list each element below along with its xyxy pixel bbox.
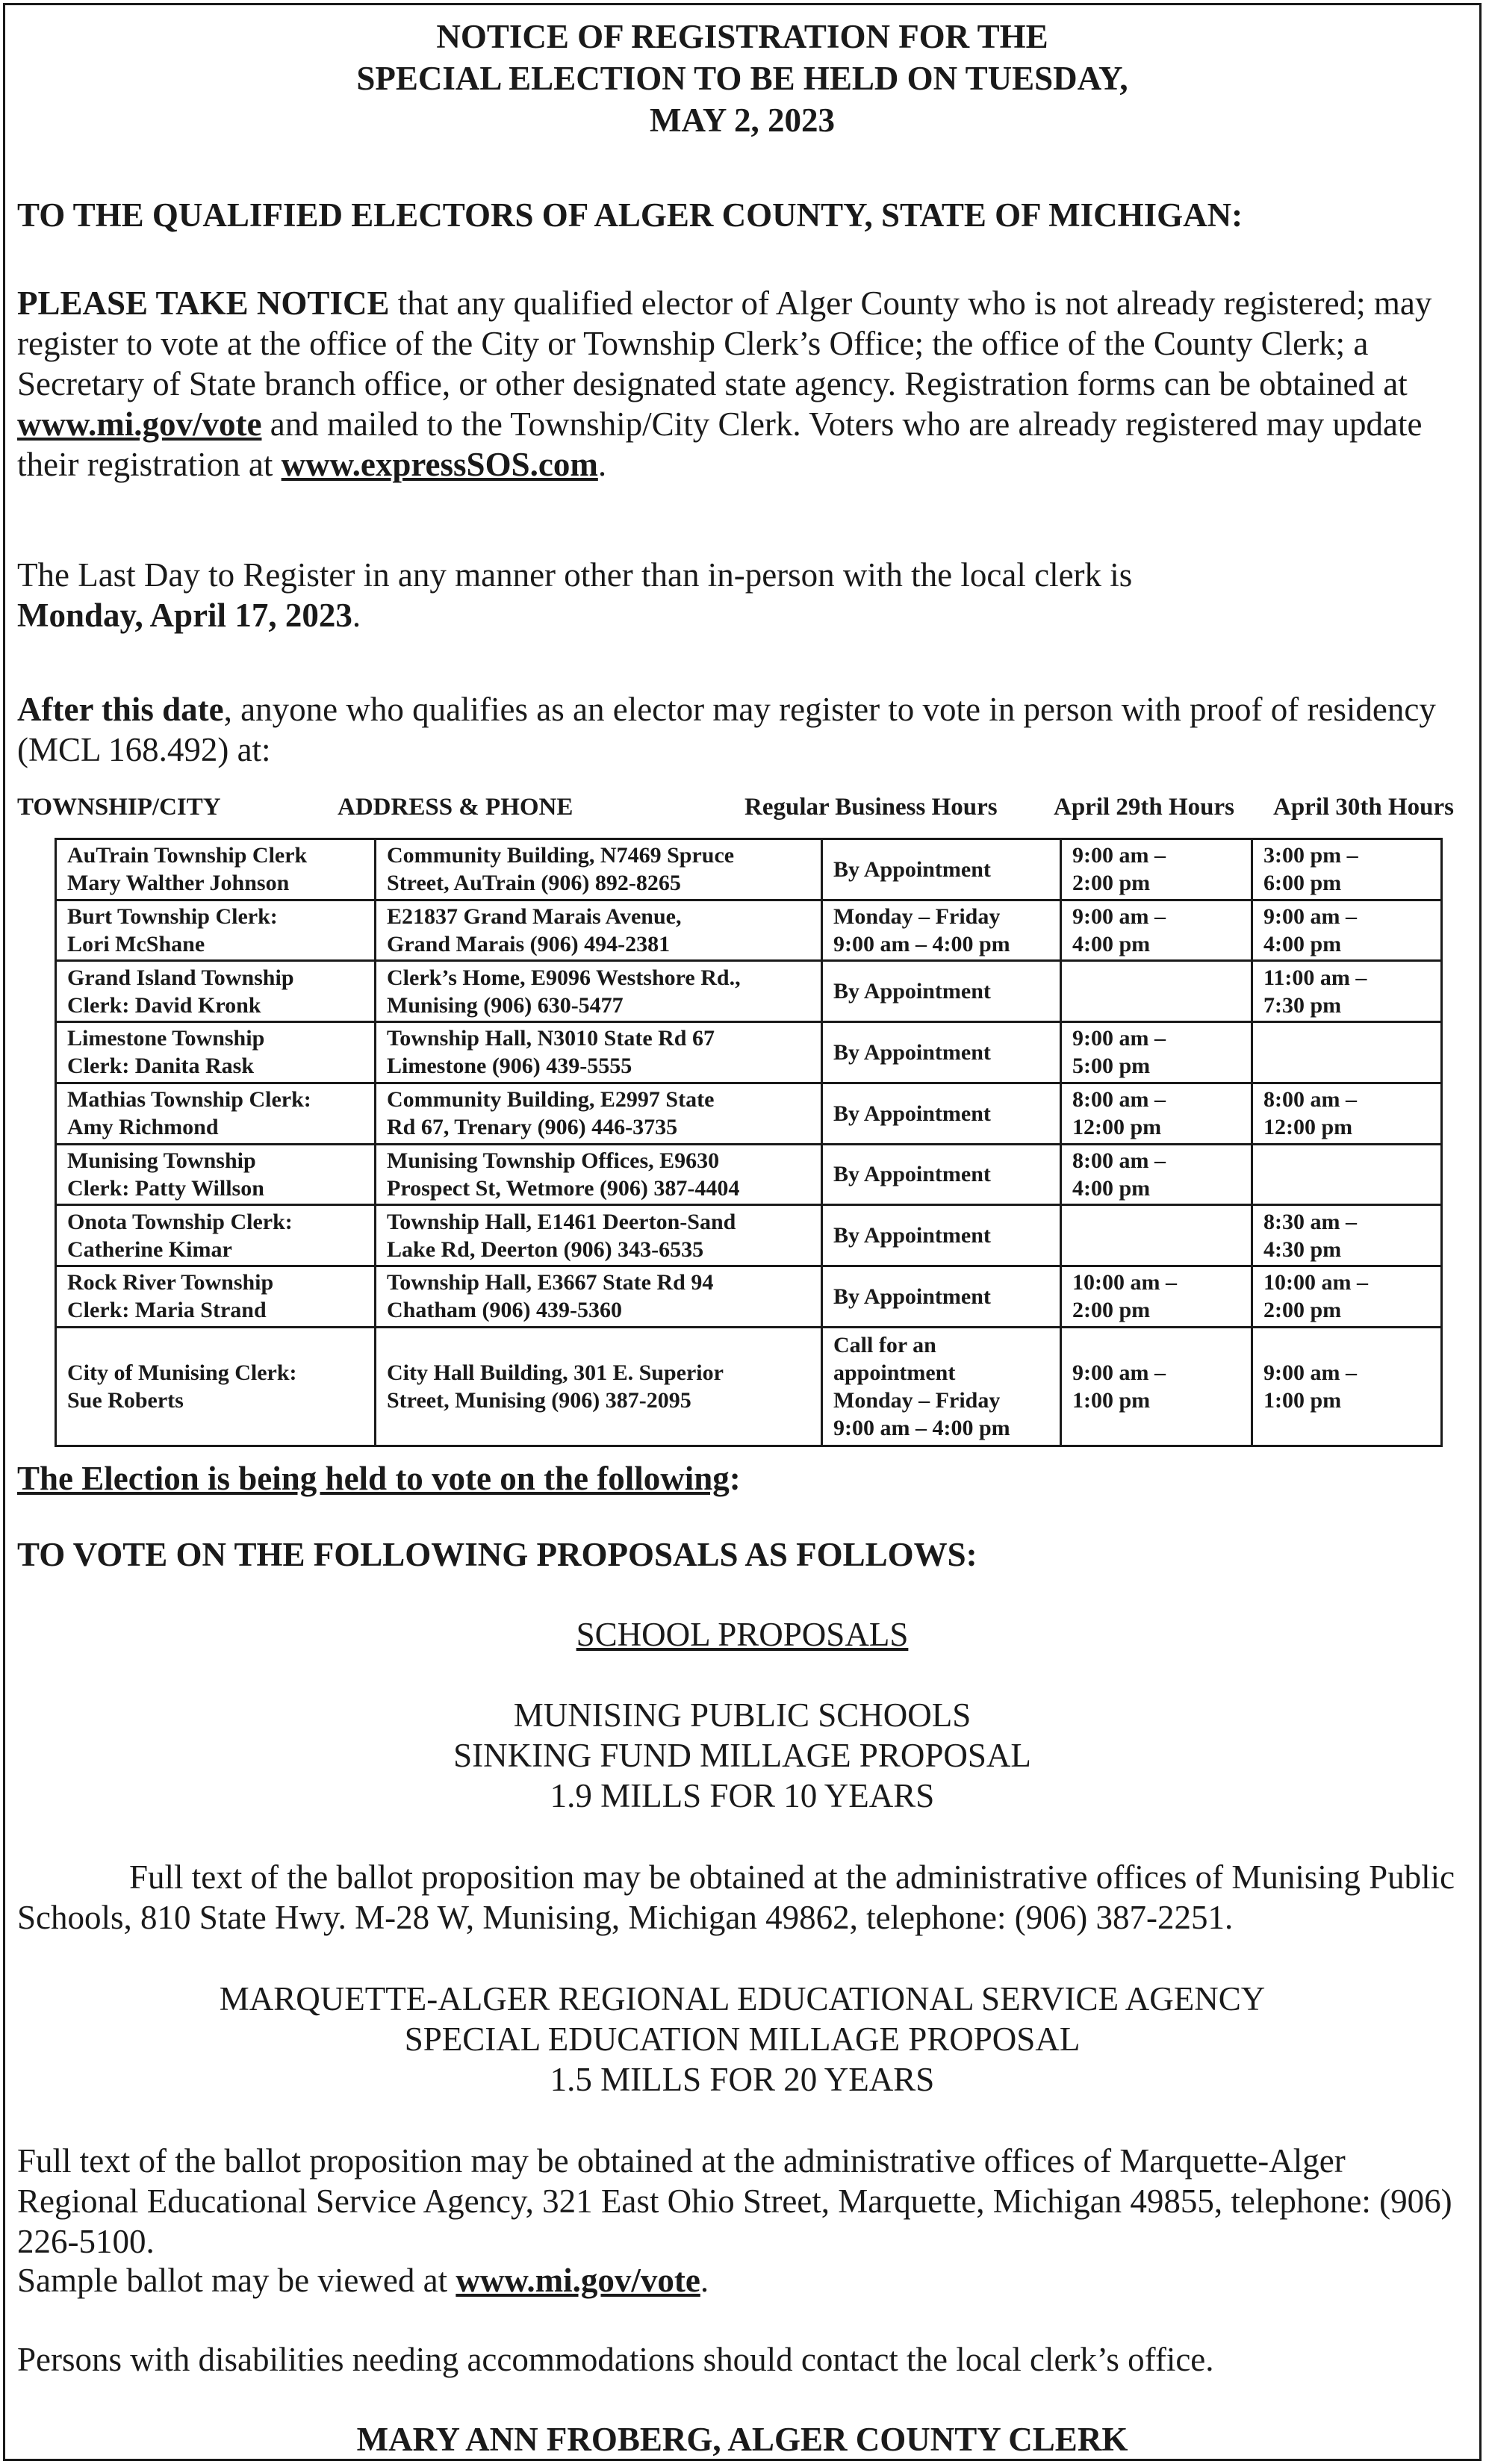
cell-april-29-hours bbox=[1061, 1266, 1252, 1327]
cell-april-29-hours-line: 4:00 pm bbox=[1072, 932, 1151, 957]
table-row bbox=[56, 1327, 1442, 1446]
cell-clerk-line: Clerk: Maria Strand bbox=[67, 1298, 267, 1323]
cell-address-line: Street, AuTrain (906) 892-8265 bbox=[387, 871, 681, 896]
cell-clerk-line: Rock River Township bbox=[67, 1270, 274, 1295]
cell-address-line: Community Building, E2997 State bbox=[387, 1087, 715, 1113]
cell-april-30-hours-line: 10:00 am – bbox=[1263, 1270, 1368, 1295]
cell-april-30-hours-line: 1:00 pm bbox=[1263, 1387, 1342, 1413]
cell-business-hours bbox=[822, 1327, 1061, 1446]
cell-address-line: Limestone (906) 439-5555 bbox=[387, 1054, 632, 1079]
cell-clerk-line: Limestone Township bbox=[67, 1026, 265, 1051]
cell-clerk bbox=[56, 900, 376, 961]
cell-april-30-hours bbox=[1252, 1083, 1442, 1144]
title-line: SPECIAL ELECTION TO BE HELD ON TUESDAY, bbox=[356, 60, 1128, 97]
cell-address-line: Lake Rd, Deerton (906) 343-6535 bbox=[387, 1236, 704, 1262]
cell-april-29-hours-line: 8:00 am – bbox=[1072, 1148, 1166, 1173]
notice-text: . bbox=[597, 446, 607, 483]
table-row bbox=[56, 1022, 1442, 1083]
cell-address-line: Rd 67, Trenary (906) 446-3735 bbox=[387, 1115, 678, 1140]
school-proposals-label: SCHOOL PROPOSALS bbox=[576, 1616, 909, 1653]
cell-clerk bbox=[56, 1327, 376, 1446]
cell-clerk-line: Mathias Township Clerk: bbox=[67, 1087, 311, 1113]
cell-april-29-hours bbox=[1061, 839, 1252, 900]
notice-text: and mailed to the Township/City Clerk. Voters who are already registered may update their registration at bbox=[17, 405, 1423, 483]
cell-address bbox=[376, 1022, 822, 1083]
cell-april-30-hours bbox=[1252, 1266, 1442, 1327]
cell-business-hours-line: By Appointment bbox=[833, 1039, 991, 1065]
cell-business-hours-line: Monday – Friday bbox=[833, 1387, 1001, 1413]
cell-business-hours bbox=[822, 1083, 1061, 1144]
cell-business-hours-line: Call for an bbox=[833, 1332, 936, 1357]
proposal-1-text: Full text of the ballot proposition may be obtained at the administrative offices of Munising Public Schools, 810 State Hwy. M-28 W, Munising, Michigan 49862, telephone: (906) 387-2251. bbox=[17, 1858, 1455, 1936]
after-text: , anyone who qualifies as an elector may register to vote in person with proof of residency (MCL 168.492) at: bbox=[17, 691, 1436, 768]
sample-ballot-end: . bbox=[700, 2262, 709, 2299]
cell-address bbox=[376, 1327, 822, 1446]
cell-april-29-hours-line: 10:00 am – bbox=[1072, 1270, 1177, 1295]
cell-april-30-hours bbox=[1252, 1022, 1442, 1083]
after-lead: After this date bbox=[17, 691, 224, 728]
cell-business-hours bbox=[822, 1022, 1061, 1083]
cell-april-29-hours-line: 9:00 am – bbox=[1072, 904, 1166, 930]
proposals-heading: TO VOTE ON THE FOLLOWING PROPOSALS AS FOLLOWS: bbox=[17, 1536, 977, 1573]
cell-address-line: Clerk’s Home, E9096 Westshore Rd., bbox=[387, 965, 741, 990]
cell-april-29-hours bbox=[1061, 1144, 1252, 1205]
cell-april-30-hours-line: 9:00 am – bbox=[1263, 904, 1357, 930]
cell-april-30-hours bbox=[1252, 961, 1442, 1022]
cell-address bbox=[376, 1266, 822, 1327]
cell-april-29-hours bbox=[1061, 1327, 1252, 1446]
cell-april-29-hours-line: 9:00 am – bbox=[1072, 843, 1166, 868]
cell-april-29-hours bbox=[1061, 1022, 1252, 1083]
cell-address-line: Munising Township Offices, E9630 bbox=[387, 1148, 720, 1173]
deadline-text: The Last Day to Register in any manner other than in-person with the local clerk is bbox=[17, 556, 1133, 594]
school-proposals-heading bbox=[5, 1614, 1479, 1655]
cell-clerk bbox=[56, 1266, 376, 1327]
proposal-2-line: MARQUETTE-ALGER REGIONAL EDUCATIONAL SERVICE AGENCY bbox=[219, 1980, 1266, 2017]
cell-april-30-hours bbox=[1252, 1327, 1442, 1446]
notice-text: that any qualified elector of Alger County who is not already registered; may register to vote at the office of the City or Township Clerk’s Office; the office of the County Clerk; a Secretary of State branch office, or other designated state agency. Registration forms can be obtained at bbox=[17, 284, 1432, 402]
after-paragraph bbox=[17, 689, 1461, 770]
cell-address-line: Community Building, N7469 Spruce bbox=[387, 843, 735, 868]
cell-address bbox=[376, 1144, 822, 1205]
cell-clerk-line: Onota Township Clerk: bbox=[67, 1209, 293, 1234]
cell-april-29-hours-line: 1:00 pm bbox=[1072, 1387, 1151, 1413]
proposal-2-line: SPECIAL EDUCATION MILLAGE PROPOSAL bbox=[404, 2020, 1081, 2058]
clerk-signature: MARY ANN FROBERG, ALGER COUNTY CLERK bbox=[356, 2421, 1128, 2458]
cell-business-hours bbox=[822, 839, 1061, 900]
col-header-address: ADDRESS & PHONE bbox=[338, 794, 573, 821]
col-header-apr29: April 29th Hours bbox=[1054, 794, 1235, 821]
cell-clerk-line: Mary Walther Johnson bbox=[67, 871, 290, 896]
cell-april-30-hours bbox=[1252, 1144, 1442, 1205]
cell-april-29-hours-line: 8:00 am – bbox=[1072, 1087, 1166, 1113]
cell-address bbox=[376, 1083, 822, 1144]
cell-address bbox=[376, 961, 822, 1022]
cell-april-30-hours-line: 7:30 pm bbox=[1263, 992, 1342, 1018]
cell-clerk-line: Clerk: Patty Willson bbox=[67, 1175, 264, 1201]
cell-april-29-hours-line: 9:00 am – bbox=[1072, 1360, 1166, 1385]
cell-clerk bbox=[56, 1022, 376, 1083]
sample-ballot-link[interactable]: www.mi.gov/vote bbox=[456, 2262, 700, 2299]
cell-clerk bbox=[56, 839, 376, 900]
cell-business-hours-line: By Appointment bbox=[833, 1162, 991, 1187]
registration-locations-table bbox=[55, 838, 1443, 1447]
cell-april-29-hours bbox=[1061, 961, 1252, 1022]
cell-clerk-line: Munising Township bbox=[67, 1148, 256, 1173]
cell-business-hours-line: 9:00 am – 4:00 pm bbox=[833, 1415, 1010, 1440]
notice-page bbox=[3, 3, 1482, 2461]
title-line: MAY 2, 2023 bbox=[650, 102, 835, 139]
cell-april-30-hours bbox=[1252, 839, 1442, 900]
proposal-1-line: SINKING FUND MILLAGE PROPOSAL bbox=[453, 1737, 1031, 1774]
table-row bbox=[56, 961, 1442, 1022]
title-line: NOTICE OF REGISTRATION FOR THE bbox=[436, 18, 1048, 55]
proposal-1-line: 1.9 MILLS FOR 10 YEARS bbox=[550, 1777, 935, 1814]
cell-business-hours bbox=[822, 1205, 1061, 1266]
disability-notice: Persons with disabilities needing accommodations should contact the local clerk’s office. bbox=[17, 2341, 1214, 2378]
deadline-end: . bbox=[352, 597, 361, 634]
table-row bbox=[56, 900, 1442, 961]
cell-clerk-line: Sue Roberts bbox=[67, 1387, 184, 1413]
sample-ballot-text: Sample ballot may be viewed at bbox=[17, 2262, 456, 2299]
cell-april-30-hours-line: 4:30 pm bbox=[1263, 1236, 1342, 1262]
express-sos-link[interactable]: www.expressSOS.com bbox=[281, 446, 598, 483]
cell-address bbox=[376, 900, 822, 961]
cell-april-29-hours-line: 5:00 pm bbox=[1072, 1054, 1151, 1079]
cell-business-hours bbox=[822, 961, 1061, 1022]
table-row bbox=[56, 1144, 1442, 1205]
cell-april-29-hours-line: 2:00 pm bbox=[1072, 871, 1151, 896]
notice-title bbox=[5, 16, 1479, 141]
cell-april-30-hours bbox=[1252, 1205, 1442, 1266]
cell-business-hours bbox=[822, 1144, 1061, 1205]
cell-clerk bbox=[56, 1144, 376, 1205]
cell-april-30-hours bbox=[1252, 900, 1442, 961]
cell-april-30-hours-line: 3:00 pm – bbox=[1263, 843, 1358, 868]
cell-april-29-hours bbox=[1061, 900, 1252, 961]
cell-april-30-hours-line: 6:00 pm bbox=[1263, 871, 1342, 896]
table-row bbox=[56, 839, 1442, 900]
cell-april-30-hours-line: 11:00 am – bbox=[1263, 965, 1367, 990]
cell-april-30-hours-line: 4:00 pm bbox=[1263, 932, 1342, 957]
notice-paragraph bbox=[17, 283, 1461, 485]
cell-address-line: Munising (906) 630-5477 bbox=[387, 992, 624, 1018]
proposal-2-line: 1.5 MILLS FOR 20 YEARS bbox=[550, 2061, 935, 2098]
sample-ballot-line bbox=[17, 2260, 1461, 2300]
cell-business-hours bbox=[822, 900, 1061, 961]
proposal-2-text: Full text of the ballot proposition may be obtained at the administrative offices of Marquette-Alger Regional Educational Service Agency, 321 East Ohio Street, Marquette, Michigan 49855, telephone: (906) 226-5100. bbox=[17, 2142, 1452, 2260]
cell-address-line: City Hall Building, 301 E. Superior bbox=[387, 1360, 724, 1385]
cell-address-line: E21837 Grand Marais Avenue, bbox=[387, 904, 682, 930]
cell-business-hours bbox=[822, 1266, 1061, 1327]
cell-clerk bbox=[56, 1083, 376, 1144]
cell-address-line: Township Hall, E3667 State Rd 94 bbox=[387, 1270, 714, 1295]
proposal-2-title bbox=[5, 1979, 1479, 2100]
cell-business-hours-line: By Appointment bbox=[833, 1223, 991, 1248]
cell-clerk-line: Burt Township Clerk: bbox=[67, 904, 278, 930]
salutation: TO THE QUALIFIED ELECTORS OF ALGER COUNTY, STATE OF MICHIGAN: bbox=[17, 196, 1243, 234]
cell-clerk-line: City of Munising Clerk: bbox=[67, 1360, 297, 1385]
cell-address-line: Chatham (906) 439-5360 bbox=[387, 1298, 622, 1323]
cell-clerk bbox=[56, 1205, 376, 1266]
cell-april-30-hours-line: 2:00 pm bbox=[1263, 1298, 1342, 1323]
cell-april-29-hours-line: 12:00 pm bbox=[1072, 1115, 1162, 1140]
notice-lead: PLEASE TAKE NOTICE bbox=[17, 284, 390, 322]
col-header-hours: Regular Business Hours bbox=[744, 794, 998, 821]
cell-business-hours-line: appointment bbox=[833, 1360, 956, 1385]
cell-clerk-line: Catherine Kimar bbox=[67, 1236, 232, 1262]
cell-april-29-hours bbox=[1061, 1083, 1252, 1144]
cell-clerk-line: Grand Island Township bbox=[67, 965, 294, 990]
cell-business-hours-line: 9:00 am – 4:00 pm bbox=[833, 932, 1010, 957]
cell-april-29-hours-line: 9:00 am – bbox=[1072, 1026, 1166, 1051]
cell-clerk-line: Clerk: Danita Rask bbox=[67, 1054, 255, 1079]
cell-address bbox=[376, 839, 822, 900]
election-held-text: The Election is being held to vote on the following bbox=[17, 1460, 730, 1497]
cell-april-29-hours-line: 2:00 pm bbox=[1072, 1298, 1151, 1323]
cell-address-line: Township Hall, E1461 Deerton-Sand bbox=[387, 1209, 736, 1234]
cell-business-hours-line: Monday – Friday bbox=[833, 904, 1001, 930]
deadline-date: Monday, April 17, 2023 bbox=[17, 597, 352, 634]
deadline-paragraph bbox=[17, 555, 1461, 635]
mi-gov-vote-link[interactable]: www.mi.gov/vote bbox=[17, 405, 262, 443]
cell-april-29-hours-line: 4:00 pm bbox=[1072, 1175, 1151, 1201]
cell-april-30-hours-line: 8:00 am – bbox=[1263, 1087, 1357, 1113]
cell-business-hours-line: By Appointment bbox=[833, 1284, 991, 1309]
cell-address-line: Street, Munising (906) 387-2095 bbox=[387, 1387, 691, 1413]
table-row bbox=[56, 1083, 1442, 1144]
proposal-1-title bbox=[5, 1695, 1479, 1816]
cell-clerk-line: Clerk: David Kronk bbox=[67, 992, 261, 1018]
proposal-1-line: MUNISING PUBLIC SCHOOLS bbox=[513, 1696, 972, 1734]
col-header-apr30: April 30th Hours bbox=[1273, 794, 1455, 821]
col-header-township: TOWNSHIP/CITY bbox=[17, 794, 221, 821]
cell-clerk-line: Lori McShane bbox=[67, 932, 205, 957]
cell-address-line: Prospect St, Wetmore (906) 387-4404 bbox=[387, 1175, 740, 1201]
election-held-colon: : bbox=[729, 1460, 741, 1497]
cell-clerk-line: AuTrain Township Clerk bbox=[67, 843, 308, 868]
cell-address-line: Township Hall, N3010 State Rd 67 bbox=[387, 1026, 715, 1051]
cell-april-30-hours-line: 12:00 pm bbox=[1263, 1115, 1353, 1140]
cell-april-29-hours bbox=[1061, 1205, 1252, 1266]
cell-address-line: Grand Marais (906) 494-2381 bbox=[387, 932, 671, 957]
table-row bbox=[56, 1205, 1442, 1266]
cell-april-30-hours-line: 8:30 am – bbox=[1263, 1209, 1357, 1234]
cell-clerk-line: Amy Richmond bbox=[67, 1115, 219, 1140]
cell-april-30-hours-line: 9:00 am – bbox=[1263, 1360, 1357, 1385]
cell-business-hours-line: By Appointment bbox=[833, 1101, 991, 1126]
cell-business-hours-line: By Appointment bbox=[833, 979, 991, 1004]
cell-business-hours-line: By Appointment bbox=[833, 856, 991, 882]
cell-address bbox=[376, 1205, 822, 1266]
election-held-line bbox=[17, 1458, 1461, 1499]
table-row bbox=[56, 1266, 1442, 1327]
cell-clerk bbox=[56, 961, 376, 1022]
